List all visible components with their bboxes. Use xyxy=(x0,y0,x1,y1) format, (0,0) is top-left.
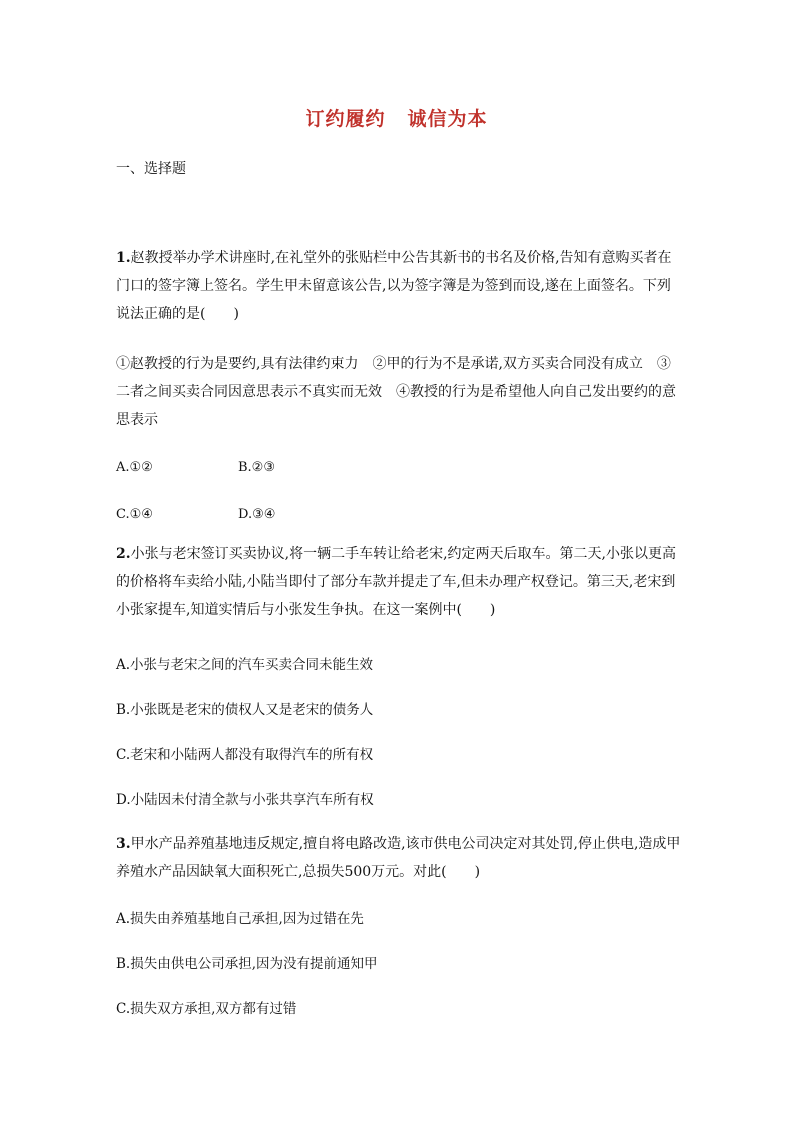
section-heading: 一、选择题 xyxy=(116,161,186,177)
title-part-2: 诚信为本 xyxy=(407,108,488,130)
question-1-option-a: A.①② xyxy=(116,460,153,475)
question-2-option-a: A.小张与老宋之间的汽车买卖合同未能生效 xyxy=(116,657,374,673)
question-1-number: 1. xyxy=(116,250,131,266)
question-3-stem xyxy=(116,830,682,886)
question-3-text: 甲水产品养殖基地违反规定,擅自将电路改造,该市供电公司决定对其处罚,停止供电,造成甲养殖水产品因缺氧大面积死亡,总损失500万元。对此( ) xyxy=(116,836,681,880)
question-2-number: 2. xyxy=(116,546,131,562)
question-2-option-d: D.小陆因未付清全款与小张共享汽车所有权 xyxy=(116,792,374,808)
question-2-stem xyxy=(116,540,682,624)
question-2-text: 小张与老宋签订买卖协议,将一辆二手车转让给老宋,约定两天后取车。第二天,小张以更高的价格将车卖给小陆,小陆当即付了部分车款并提走了车,但未办理产权登记。第三天,老宋到小张家提车,知道实情后与小张发生争执。在这一案例中( ) xyxy=(116,546,676,618)
question-1-stem xyxy=(116,244,682,328)
question-1-option-d: D.③④ xyxy=(238,507,276,522)
title-part-1: 订约履约 xyxy=(305,108,386,130)
question-1-option-b: B.②③ xyxy=(238,460,275,475)
question-3-option-c: C.损失双方承担,双方都有过错 xyxy=(116,1001,297,1017)
question-3-option-b: B.损失由供电公司承担,因为没有提前通知甲 xyxy=(116,956,378,972)
question-2-option-b: B.小张既是老宋的债权人又是老宋的债务人 xyxy=(116,702,374,718)
question-3-number: 3. xyxy=(116,836,131,852)
question-1-option-c: C.①④ xyxy=(116,507,153,522)
question-3-option-a: A.损失由养殖基地自己承担,因为过错在先 xyxy=(116,911,364,927)
page-title xyxy=(0,104,793,131)
question-1-text: 赵教授举办学术讲座时,在礼堂外的张贴栏中公告其新书的书名及价格,告知有意购买者在门口的签字簿上签名。学生甲未留意该公告,以为签字簿是为签到而设,遂在上面签名。下列说法正确的是( ) xyxy=(116,250,672,322)
question-2-option-c: C.老宋和小陆两人都没有取得汽车的所有权 xyxy=(116,747,374,763)
question-1-statements: ①赵教授的行为是要约,具有法律约束力 ②甲的行为不是承诺,双方买卖合同没有成立 ③二者之间买卖合同因意思表示不真实而无效 ④教授的行为是希望他人向自己发出要约的意思表示 xyxy=(116,356,676,428)
